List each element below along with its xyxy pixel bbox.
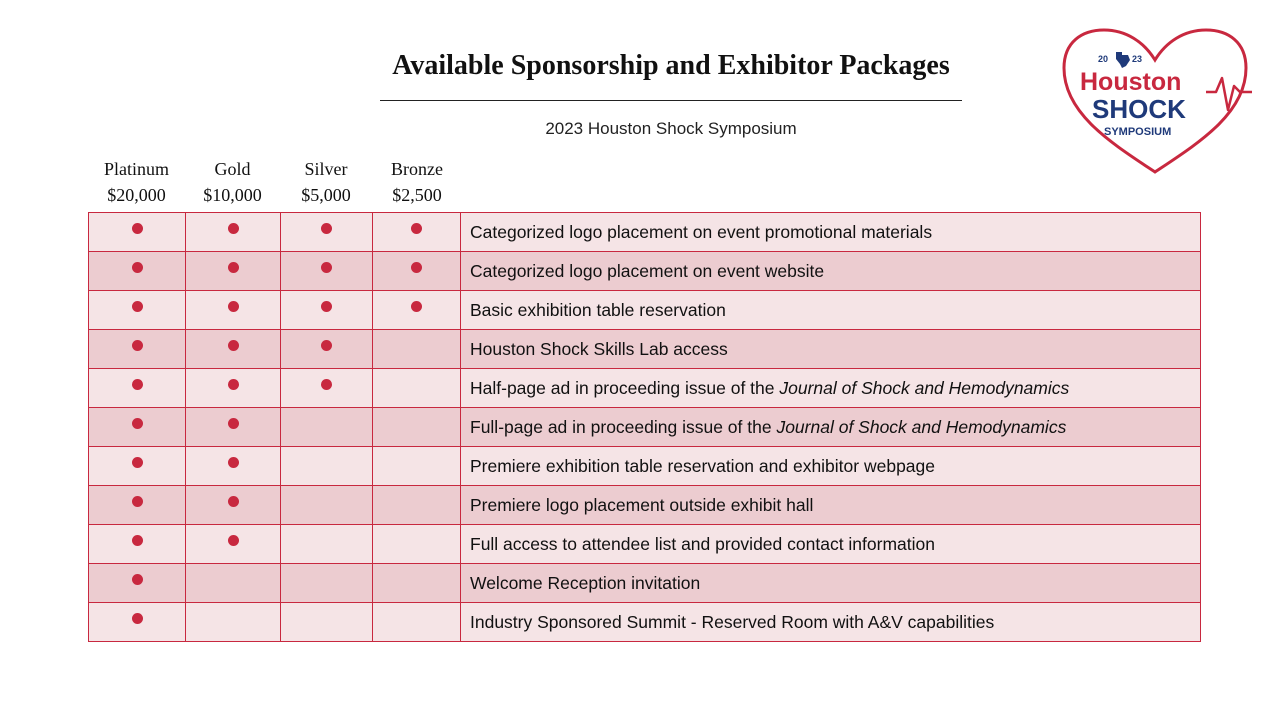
tier-cell-gold (186, 213, 281, 252)
page-subtitle: 2023 Houston Shock Symposium (545, 119, 797, 138)
tier-cell-bronze (373, 525, 461, 564)
table-row (89, 213, 1201, 252)
houston-shock-symposium-logo (1058, 26, 1252, 176)
feature-text: Categorized logo placement on event promotional materials (470, 221, 933, 242)
tier-cell-silver (281, 564, 373, 603)
tier-cell-bronze (373, 213, 461, 252)
tier-cell-gold (186, 291, 281, 330)
tier-cell-bronze (373, 252, 461, 291)
tier-price: $20,000 (107, 185, 166, 205)
tier-name: Platinum (103, 159, 169, 179)
table-row (89, 408, 1201, 447)
feature-text: Full access to attendee list and provided contact information (470, 533, 935, 554)
table-row (89, 291, 1201, 330)
feature-cell (461, 252, 1201, 291)
tier-cell-platinum (89, 408, 186, 447)
included-dot-icon (132, 340, 143, 351)
included-dot-icon (228, 223, 239, 234)
page-title: Available Sponsorship and Exhibitor Packages (392, 50, 950, 81)
table-row (89, 525, 1201, 564)
tier-cell-platinum (89, 486, 186, 525)
tier-cell-gold (186, 486, 281, 525)
included-dot-icon (321, 379, 332, 390)
feature-cell (461, 447, 1201, 486)
tier-cell-gold (186, 330, 281, 369)
tier-cell-platinum (89, 564, 186, 603)
included-dot-icon (228, 301, 239, 312)
journal-name: Journal of Shock and Hemodynamics (779, 377, 1070, 398)
tier-cell-platinum (89, 291, 186, 330)
tier-cell-platinum (89, 525, 186, 564)
table-row (89, 330, 1201, 369)
package-table (88, 212, 1201, 642)
tier-header-gold (185, 156, 280, 208)
feature-cell (461, 369, 1201, 408)
texas-icon (1116, 52, 1130, 68)
table-row (89, 369, 1201, 408)
included-dot-icon (411, 262, 422, 273)
tier-cell-bronze (373, 564, 461, 603)
feature-cell (461, 564, 1201, 603)
tier-header-platinum (88, 156, 185, 208)
included-dot-icon (228, 262, 239, 273)
feature-text: Industry Sponsored Summit - Reserved Room with A&V capabilities (470, 611, 995, 632)
feature-text: Categorized logo placement on event website (470, 260, 825, 281)
tier-cell-platinum (89, 213, 186, 252)
feature-cell (461, 213, 1201, 252)
tier-cell-platinum (89, 603, 186, 642)
feature-text: Welcome Reception invitation (470, 572, 701, 593)
feature-text: Premiere exhibition table reservation and exhibitor webpage (470, 455, 935, 476)
feature-cell (461, 486, 1201, 525)
feature-cell (461, 525, 1201, 564)
included-dot-icon (132, 379, 143, 390)
included-dot-icon (228, 496, 239, 507)
tier-price: $2,500 (392, 185, 442, 205)
tier-cell-silver (281, 252, 373, 291)
tier-price: $5,000 (301, 185, 351, 205)
feature-cell (461, 603, 1201, 642)
included-dot-icon (132, 613, 143, 624)
tier-cell-gold (186, 252, 281, 291)
included-dot-icon (132, 223, 143, 234)
table-row (89, 603, 1201, 642)
feature-text: Half-page ad in proceeding issue of the (470, 377, 780, 398)
tier-cell-gold (186, 603, 281, 642)
included-dot-icon (132, 418, 143, 429)
included-dot-icon (132, 496, 143, 507)
included-dot-icon (132, 262, 143, 273)
feature-text: Basic exhibition table reservation (470, 299, 726, 320)
tier-header-bronze (372, 156, 462, 208)
included-dot-icon (132, 301, 143, 312)
tier-cell-silver (281, 525, 373, 564)
title-divider (380, 100, 962, 101)
feature-cell (461, 291, 1201, 330)
tier-cell-bronze (373, 291, 461, 330)
tier-cell-silver (281, 486, 373, 525)
included-dot-icon (228, 340, 239, 351)
tier-cell-platinum (89, 252, 186, 291)
tier-name: Bronze (391, 159, 443, 179)
included-dot-icon (228, 379, 239, 390)
tier-cell-gold (186, 564, 281, 603)
tier-cell-bronze (373, 408, 461, 447)
included-dot-icon (132, 535, 143, 546)
logo-shock: SHOCK (1092, 94, 1186, 124)
included-dot-icon (321, 262, 332, 273)
table-row (89, 447, 1201, 486)
tier-name: Silver (304, 159, 348, 179)
journal-name: Journal of Shock and Hemodynamics (776, 416, 1067, 437)
tier-cell-bronze (373, 447, 461, 486)
included-dot-icon (321, 223, 332, 234)
tier-cell-silver (281, 213, 373, 252)
included-dot-icon (321, 340, 332, 351)
table-row (89, 564, 1201, 603)
tier-cell-silver (281, 291, 373, 330)
tier-price: $10,000 (203, 185, 262, 205)
tier-cell-gold (186, 408, 281, 447)
included-dot-icon (228, 535, 239, 546)
feature-cell (461, 330, 1201, 369)
tier-name: Gold (214, 159, 251, 179)
logo-year-right: 23 (1132, 54, 1143, 64)
logo-symposium: SYMPOSIUM (1104, 126, 1172, 138)
included-dot-icon (228, 418, 239, 429)
table-row (89, 486, 1201, 525)
tier-header-silver (280, 156, 372, 208)
feature-cell (461, 408, 1201, 447)
tier-cell-bronze (373, 369, 461, 408)
tier-cell-platinum (89, 369, 186, 408)
tier-cell-silver (281, 369, 373, 408)
tier-cell-silver (281, 447, 373, 486)
included-dot-icon (321, 301, 332, 312)
included-dot-icon (228, 457, 239, 468)
tier-cell-bronze (373, 486, 461, 525)
tier-cell-gold (186, 525, 281, 564)
tier-cell-platinum (89, 330, 186, 369)
table-row (89, 252, 1201, 291)
included-dot-icon (132, 574, 143, 585)
feature-text: Premiere logo placement outside exhibit hall (470, 494, 814, 515)
tier-cell-gold (186, 447, 281, 486)
tier-cell-bronze (373, 330, 461, 369)
tier-cell-silver (281, 603, 373, 642)
feature-text: Full-page ad in proceeding issue of the (470, 416, 777, 437)
feature-text: Houston Shock Skills Lab access (470, 338, 728, 359)
tier-cell-silver (281, 330, 373, 369)
included-dot-icon (411, 223, 422, 234)
included-dot-icon (411, 301, 422, 312)
tier-cell-silver (281, 408, 373, 447)
included-dot-icon (132, 457, 143, 468)
tier-cell-gold (186, 369, 281, 408)
logo-year-left: 20 (1098, 54, 1109, 64)
logo-houston: Houston (1080, 68, 1182, 96)
tier-cell-platinum (89, 447, 186, 486)
tier-cell-bronze (373, 603, 461, 642)
